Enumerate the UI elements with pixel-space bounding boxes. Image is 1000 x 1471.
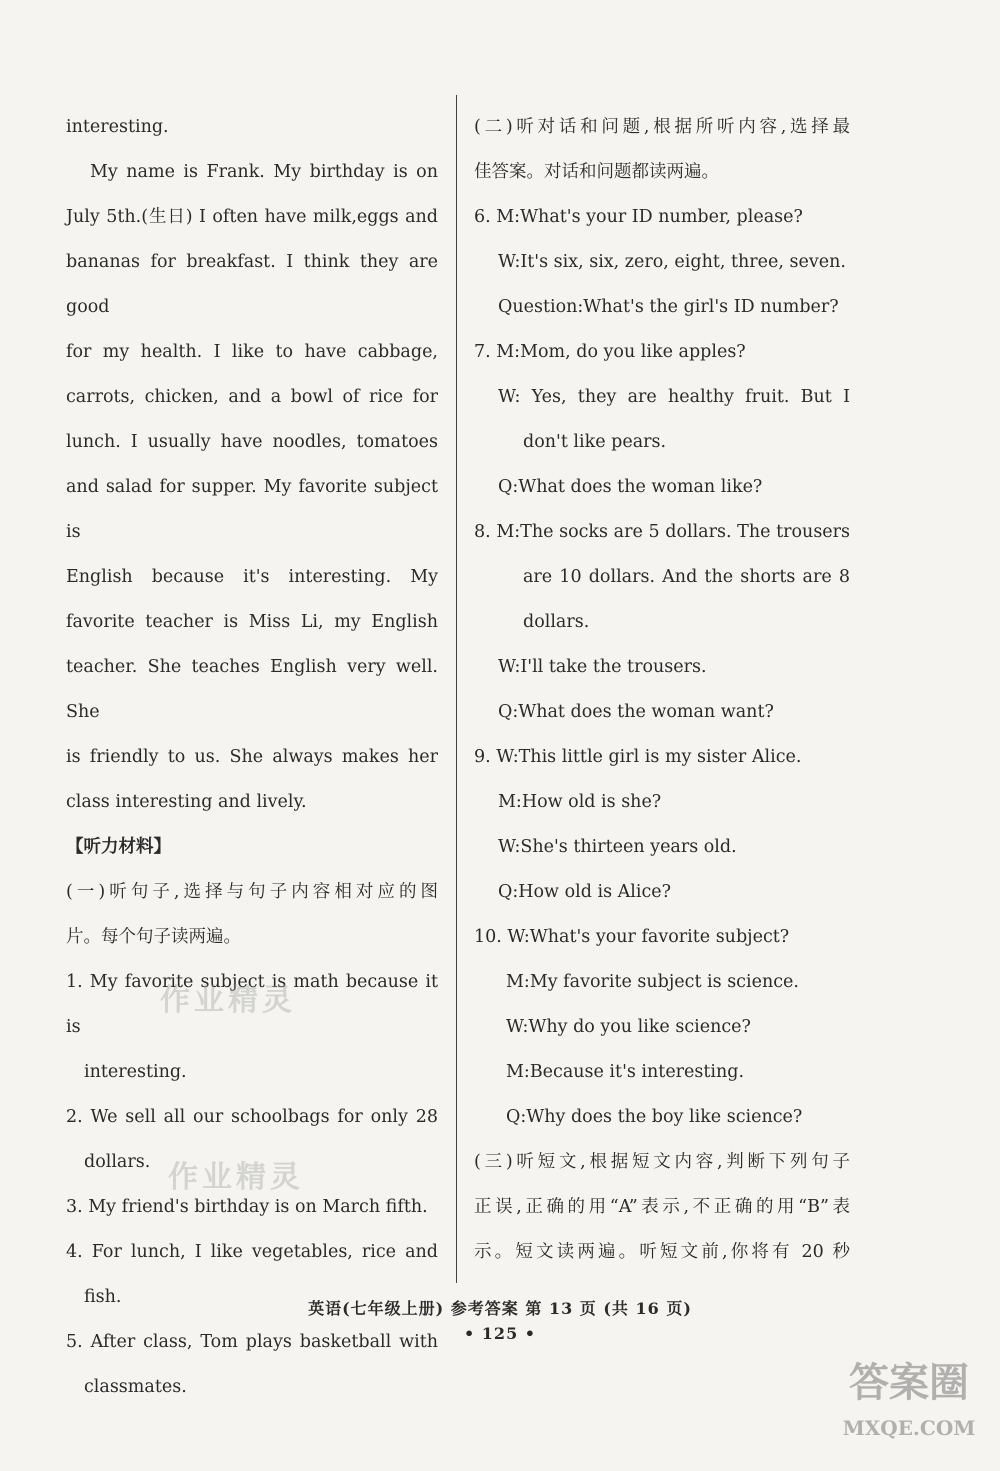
dialogue-line: 9. W:This little girl is my sister Alice. bbox=[474, 747, 802, 767]
dialogue-line: 8. M:The socks are 5 dollars. The trousers bbox=[474, 522, 850, 542]
text-line: bananas for breakfast. I think they are good bbox=[66, 252, 438, 317]
section-instruction: 正误,正确的用“A”表示,不正确的用“B”表 bbox=[474, 1197, 850, 1217]
text-line: teacher. She teaches English very well. She bbox=[66, 657, 438, 722]
text-line: for my health. I like to have cabbage, bbox=[66, 342, 438, 362]
text-line: carrots, chicken, and a bowl of rice for bbox=[66, 387, 438, 407]
question-line: 3. My friend's birthday is on March fifth. bbox=[66, 1197, 428, 1217]
section-heading: 【听力材料】 bbox=[66, 837, 171, 857]
section-instruction: (二)听对话和问题,根据所听内容,选择最 bbox=[474, 117, 850, 137]
text-line: My name is Frank. My birthday is on bbox=[90, 162, 438, 182]
text-line: is friendly to us. She always makes her bbox=[66, 747, 438, 767]
dialogue-line: W:It's six, six, zero, eight, three, seven. bbox=[498, 252, 846, 272]
dialogue-line: dollars. bbox=[523, 612, 590, 632]
dialogue-line: Q:What does the woman want? bbox=[498, 702, 774, 722]
question-line: classmates. bbox=[84, 1377, 187, 1397]
text-line: and salad for supper. My favorite subject is bbox=[66, 477, 438, 542]
dialogue-line: W:I'll take the trousers. bbox=[498, 657, 707, 677]
text-line: class interesting and lively. bbox=[66, 792, 307, 812]
dialogue-line: are 10 dollars. And the shorts are 8 bbox=[523, 567, 850, 587]
question-line: 4. For lunch, I like vegetables, rice and bbox=[66, 1242, 438, 1262]
left-column bbox=[66, 105, 438, 1410]
question-line: 1. My favorite subject is math because it is bbox=[66, 972, 438, 1037]
logo-url: MXQE.COM bbox=[842, 1416, 976, 1440]
question-line: 5. After class, Tom plays basketball with bbox=[66, 1332, 438, 1352]
section-instruction: 示。短文读两遍。听短文前,你将有 20 秒 bbox=[474, 1242, 850, 1262]
dialogue-line: M:How old is she? bbox=[498, 792, 662, 812]
text-line: English because it's interesting. My bbox=[66, 567, 438, 587]
text-line: favorite teacher is Miss Li, my English bbox=[66, 612, 438, 632]
question-line: interesting. bbox=[84, 1062, 187, 1082]
watermark-text: 作业精灵 bbox=[168, 1160, 304, 1195]
text-line: lunch. I usually have noodles, tomatoes bbox=[66, 432, 438, 452]
dialogue-line: W:Why do you like science? bbox=[506, 1017, 751, 1037]
dialogue-line: Q:Why does the boy like science? bbox=[506, 1107, 803, 1127]
section-instruction: 佳答案。对话和问题都读两遍。 bbox=[474, 162, 719, 182]
question-line: fish. bbox=[84, 1287, 122, 1307]
text-line: interesting. bbox=[66, 117, 169, 137]
section-instruction: 片。每个句子读两遍。 bbox=[66, 927, 241, 947]
dialogue-line: 10. W:What's your favorite subject? bbox=[474, 927, 790, 947]
dialogue-line: M:Because it's interesting. bbox=[506, 1062, 745, 1082]
text-line: July 5th.(生日) I often have milk,eggs and bbox=[66, 207, 438, 227]
question-line: dollars. bbox=[84, 1152, 151, 1172]
dialogue-line: Question:What's the girl's ID number? bbox=[498, 297, 839, 317]
dialogue-line: don't like pears. bbox=[523, 432, 667, 452]
page-number: • 125 • bbox=[464, 1324, 536, 1343]
column-divider bbox=[456, 95, 457, 1283]
logo-text: 答案圈 bbox=[849, 1359, 969, 1406]
section-instruction: (三)听短文,根据短文内容,判断下列句子 bbox=[474, 1152, 850, 1172]
footer-title: 英语(七年级上册) 参考答案 第 13 页 (共 16 页) bbox=[308, 1299, 692, 1318]
dialogue-line: Q:What does the woman like? bbox=[498, 477, 763, 497]
site-logo bbox=[834, 1353, 984, 1463]
dialogue-line: M:My favorite subject is science. bbox=[506, 972, 799, 992]
dialogue-line: W: Yes, they are healthy fruit. But I bbox=[498, 387, 850, 407]
dialogue-line: Q:How old is Alice? bbox=[498, 882, 671, 902]
watermark-text: 作业精灵 bbox=[160, 983, 296, 1018]
section-instruction: (一)听句子,选择与句子内容相对应的图 bbox=[66, 882, 438, 902]
right-column bbox=[474, 105, 850, 1275]
dialogue-line: W:She's thirteen years old. bbox=[498, 837, 737, 857]
question-line: 2. We sell all our schoolbags for only 28 bbox=[66, 1107, 438, 1127]
dialogue-line: 7. M:Mom, do you like apples? bbox=[474, 342, 746, 362]
dialogue-line: 6. M:What's your ID number, please? bbox=[474, 207, 803, 227]
